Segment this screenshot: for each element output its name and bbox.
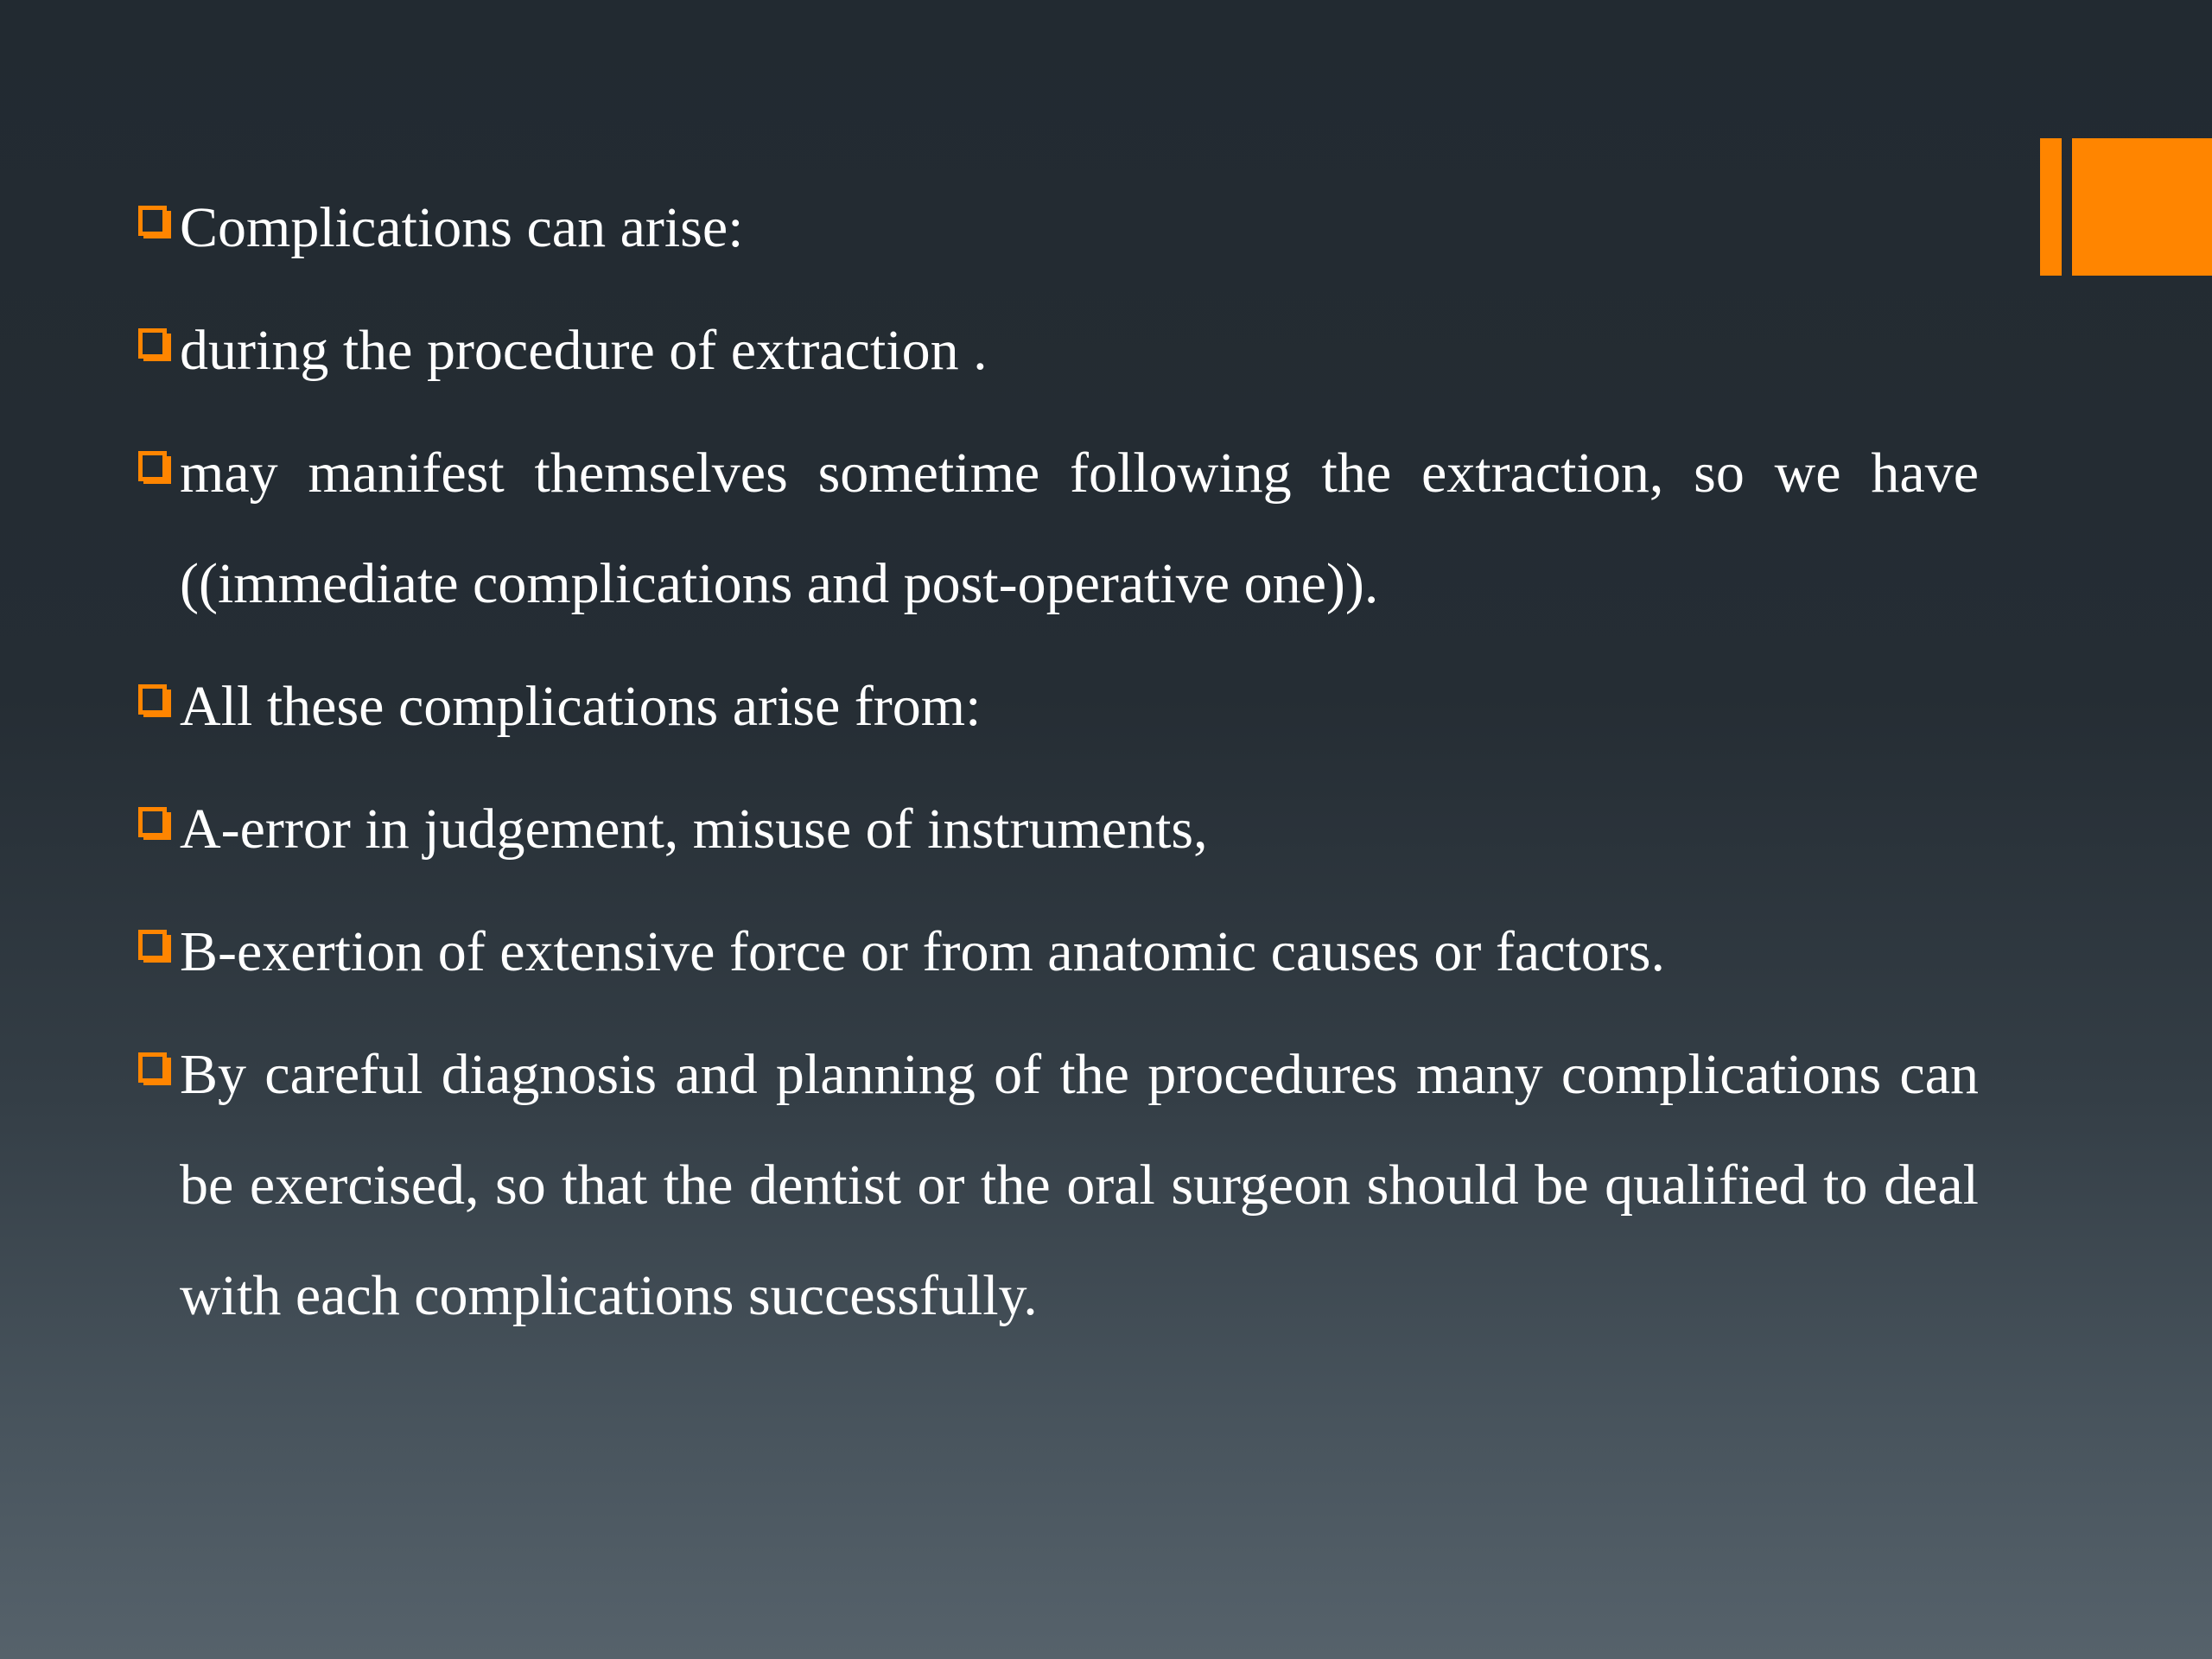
accent-bar-thin — [2040, 138, 2062, 276]
checkbox-outline-icon — [138, 807, 171, 842]
bullet-list — [138, 173, 1979, 1363]
checkbox-outline-icon — [138, 1052, 171, 1087]
bullet-text: Complications can arise: — [180, 196, 744, 259]
bullet-text: may manifest themselves sometime following the extraction, so we have ((immediate complications and post-operative one)). — [180, 442, 1979, 615]
bullet-item — [138, 418, 1979, 639]
bullet-item — [138, 173, 1979, 283]
bullet-item — [138, 897, 1979, 1007]
bullet-item — [138, 774, 1979, 885]
bullet-text: B-exertion of extensive force or from anatomic causes or factors. — [180, 920, 1665, 983]
checkbox-outline-icon — [138, 930, 171, 964]
bullet-text: during the procedure of extraction . — [180, 319, 988, 382]
checkbox-outline-icon — [138, 328, 171, 363]
bullet-item — [138, 1020, 1979, 1351]
accent-bar-block — [2072, 138, 2212, 276]
checkbox-outline-icon — [138, 206, 171, 240]
checkbox-outline-icon — [138, 451, 171, 486]
bullet-item — [138, 652, 1979, 762]
bullet-text: All these complications arise from: — [180, 675, 982, 738]
checkbox-outline-icon — [138, 684, 171, 719]
bullet-item — [138, 296, 1979, 406]
bullet-text: A-error in judgement, misuse of instruments, — [180, 798, 1208, 861]
bullet-text: By careful diagnosis and planning of the procedures many complications can be exercised, so that the dentist or the oral surgeon should be qualified to deal with each complications successfully. — [180, 1043, 1979, 1327]
